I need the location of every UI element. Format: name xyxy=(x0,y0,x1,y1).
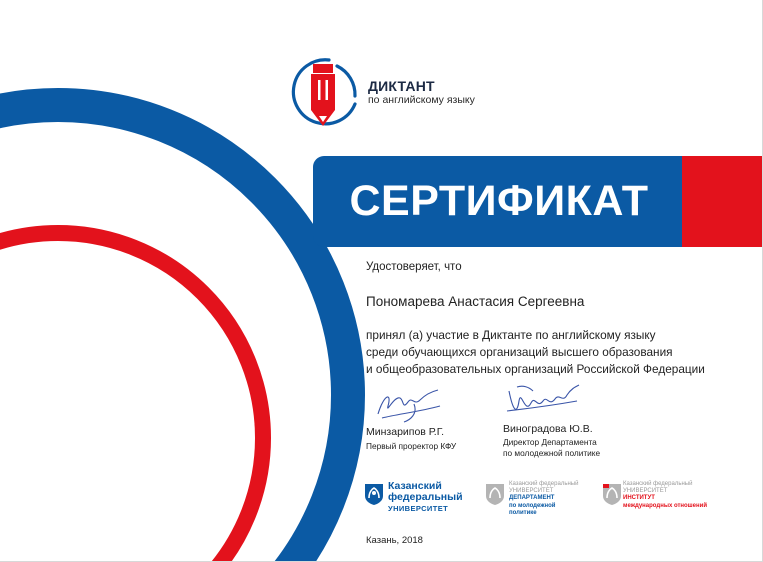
certificate-title: СЕРТИФИКАТ xyxy=(349,177,649,225)
title-banner-accent xyxy=(682,156,763,247)
institute-line: УНИВЕРСИТЕТ xyxy=(623,488,668,495)
kfu-emblem-icon xyxy=(363,482,385,506)
footer-place-year: Казань, 2018 xyxy=(366,535,423,546)
signer-name: Минзарипов Р.Г. xyxy=(366,426,445,438)
body-line: и общеобразовательных организаций Российской Федерации xyxy=(366,362,705,376)
dept-line: Казанский федеральный xyxy=(509,481,579,487)
signature-vinogradova xyxy=(503,381,583,421)
kfu-line: Казанский xyxy=(388,480,442,492)
institute-line: Казанский федеральный xyxy=(623,481,693,487)
institute-line: ИНСТИТУТ xyxy=(623,495,655,502)
kfu-logo-text xyxy=(388,481,463,514)
signature-minzaripov xyxy=(374,384,444,424)
dept-line: ДЕПАРТАМЕНТ xyxy=(509,495,555,502)
pencil-in-ring-icon xyxy=(289,56,361,128)
signer-position: Первый проректор КФУ xyxy=(366,441,457,451)
dept-logo-text xyxy=(509,481,578,517)
logo-title: ДИКТАНТ xyxy=(368,78,435,94)
dept-line: политике xyxy=(509,509,537,516)
certifies-text: Удостоверяет, что xyxy=(366,261,462,273)
kfu-line: УНИВЕРСИТЕТ xyxy=(388,504,449,513)
university-emblem-icon xyxy=(484,482,506,506)
kfu-line: федеральный xyxy=(388,491,463,503)
logo-subtitle: по английскому языку xyxy=(368,94,475,106)
body-line: среди обучающихся организаций высшего образования xyxy=(366,345,673,359)
body-line: принял (а) участие в Диктанте по английскому языку xyxy=(366,328,656,342)
signer-position: по молодежной политике xyxy=(503,448,601,458)
signer-position: Директор Департамента xyxy=(503,437,597,447)
recipient-name: Пономарева Анастасия Сергеевна xyxy=(366,294,585,309)
blue-arc xyxy=(0,105,348,562)
university-emblem-icon xyxy=(601,482,623,506)
dept-line: УНИВЕРСИТЕТ xyxy=(509,488,554,495)
dept-line: по молодежной xyxy=(509,502,556,509)
signer-name: Виноградова Ю.В. xyxy=(503,423,593,435)
red-arc xyxy=(0,233,263,562)
institute-logo-text xyxy=(623,481,707,510)
institute-line: международных отношений xyxy=(623,502,708,509)
